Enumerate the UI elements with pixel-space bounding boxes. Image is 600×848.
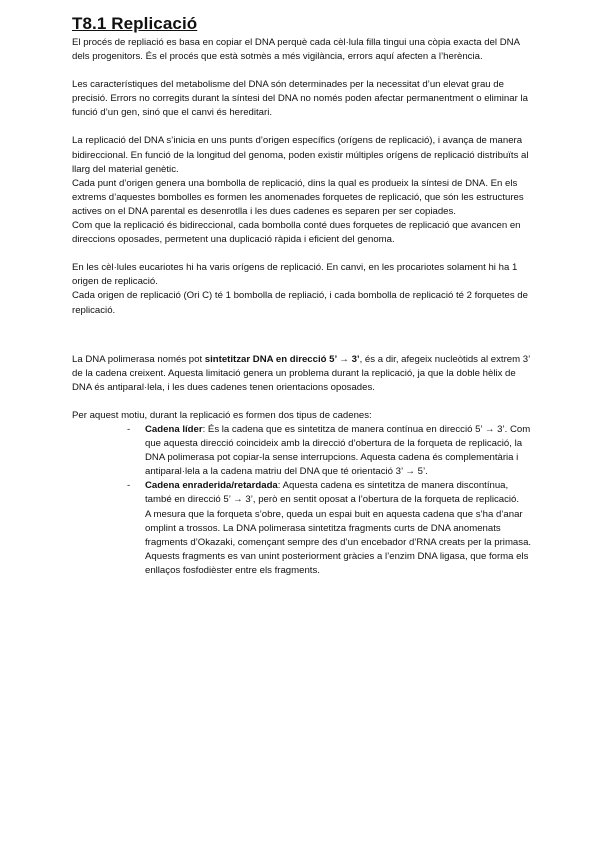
list-bullet: - bbox=[127, 423, 131, 435]
list-bullet: - bbox=[127, 480, 131, 492]
strand-types-list bbox=[72, 423, 534, 578]
paragraph-oric: Cada origen de replicació (Ori C) té 1 bombolla de repliació, i cada bombolla de replicació té 2 forquetes de replicació. bbox=[72, 290, 528, 316]
paragraph-two-types: Per aquest motiu, durant la replicació es formen dos tipus de cadenes: bbox=[72, 409, 372, 421]
lagging-strand-text: : Aquesta cadena es sintetitza de manera discontínua, també en direcció 5’ → 3’, però en sentit oposat a l’obertura de la forqueta de replicació. bbox=[145, 480, 520, 506]
polymerase-bold-text: sintetitzar DNA en direcció 5’ → 3’ bbox=[204, 353, 360, 365]
lagging-strand-term: Cadena enraderida/retardada bbox=[145, 480, 278, 492]
list-item-leading-strand bbox=[127, 423, 534, 479]
paragraph-polymerase bbox=[72, 353, 534, 395]
document-page bbox=[72, 14, 534, 578]
polymerase-text-start: La DNA polimerasa només pot bbox=[72, 353, 205, 365]
leading-strand-text: : És la cadena que es sintetitza de manera contínua en direcció 5’ → 3’. Com que aquesta direcció coincideix amb la direcció d’obertura de la forqueta de replicació, la DNA polimerasa pot copiar-la sense interrupcions. Aquesta cadena és complementària i antiparal·lela a la cadena matriu del DNA que té orientació 3’ → 5’. bbox=[145, 423, 531, 478]
polymerase-text-end: , és a dir, afegeix nucleòtids al extrem 3’ de la cadena creixent. Aquesta limitació genera un problema durant la replicació, ja que la doble hèlix de DNA és antiparal·lela, i les dues cadenes tenen orientacions oposades. bbox=[72, 353, 530, 393]
okazaki-paragraph: A mesura que la forqueta s’obre, queda un espai buit en aquesta cadena que s’ha d’anar omplint a trossos. La DNA polimerasa sintetitza fragments curts de DNA anomenats fragments d’Okazaki, començant sempre des d’un encebador d’RNA creats per la primasa. bbox=[145, 508, 532, 548]
paragraph-origins: La replicació del DNA s’inicia en uns punts d’origen específics (orígens de replicació), i avança de manera bidireccional. En funció de la longitud del genoma, poden existir múltiples orígens de replicació distribuïts al llarg del material genètic. bbox=[72, 135, 529, 175]
ligase-paragraph: Aquests fragments es van unint posteriorment gràcies a l’enzim DNA ligasa, que forma els enllaços fosfodièster entre els fragments. bbox=[145, 550, 529, 576]
leading-strand-term: Cadena líder bbox=[145, 423, 203, 435]
list-item-lagging-strand bbox=[127, 479, 534, 578]
paragraph-bubble: Cada punt d’origen genera una bombolla de replicació, dins la qual es produeix la síntesi de DNA. En els extrems d’aquestes bombolles es formen les anomenades forquetes de replicació, que són les estructures actives on el DNA parental es desenrotlla i les dues cadenes es separen per ser copiades. bbox=[72, 177, 524, 217]
paragraph-eukaryotes: En les cèl·lules eucariotes hi ha varis orígens de replicació. En canvi, en les procariotes solament hi ha 1 origen de replicació. bbox=[72, 262, 518, 288]
page-title: T8.1 Replicació bbox=[72, 14, 198, 33]
paragraph-bidirectional: Com que la replicació és bidireccional, cada bombolla conté dues forquetes de replicació que avancen en direccions oposades, permetent una duplicació ràpida i eficient del genoma. bbox=[72, 220, 521, 246]
paragraph-characteristics: Les característiques del metabolisme del DNA són determinades per la necessitat d’un elevat grau de precisió. Errors no corregits durant la síntesi del DNA no només poden afectar permanentment o eliminar la funció d’un gen, sinó que el canvi és hereditari. bbox=[72, 79, 528, 119]
paragraph-intro: El procés de repliació es basa en copiar el DNA perquè cada cèl·lula filla tingui una còpia exacta del DNA dels progenitors. És el procés que està sotmès a més vigilància, errors aquí afecten a l’herència. bbox=[72, 37, 520, 63]
